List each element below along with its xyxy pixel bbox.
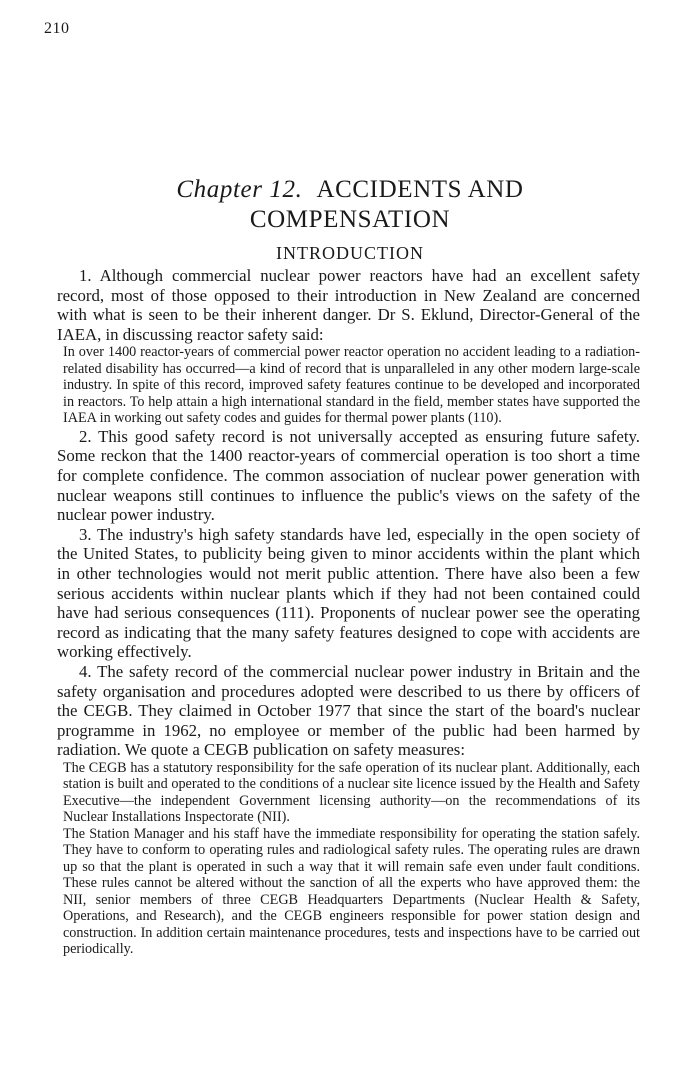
page-number: 210 [44,20,70,37]
quote-cegb-1: The CEGB has a statutory responsibility for the safe operation of its nuclear plant. Additionally, each station is built and operated to the conditions of a nuclear site licence issued by the Health and Safety Executive—the independent Government licensing authority—on the recommendations of its Nuclear Installations Inspectorate (NII). [63,759,640,826]
chapter-title-line1: ACCIDENTS AND [316,176,524,203]
chapter-title-line2: COMPENSATION [249,206,451,233]
chapter-label: Chapter 12. [176,176,303,203]
paragraph-1: 1. Although commercial nuclear power reactors have had an excellent safety record, most of those opposed to their introduction in New Zealand are concerned with what is seen to be their inherent danger. Dr S. Eklund, Director-General of the IAEA, in discussing reactor safety said: [57,266,640,344]
chapter-heading-line1 [0,175,700,205]
chapter-heading [0,175,700,235]
paragraph-4: 4. The safety record of the commercial nuclear power industry in Britain and the safety organisation and procedures adopted were described to us there by officers of the CEGB. They claimed in October 1977 that since the start of the board's nuclear programme in 1962, no employee or member of the public had been harmed by radiation. We quote a CEGB publication on safety measures: [57,662,640,760]
paragraph-3: 3. The industry's high safety standards have led, especially in the open society of the United States, to publicity being given to minor accidents within the plant which in other technologies would not merit public attention. There have also been a few serious accidents within nuclear plants which if they had not been contained could have had serious consequences (111). Proponents of nuclear power see the operating record as indicating that the many safety features designed to cope with accidents are working effectively. [57,524,640,662]
body-text [57,266,640,958]
section-heading: INTRODUCTION [276,243,424,263]
paragraph-2: 2. This good safety record is not universally accepted as ensuring future safety. Some reckon that the 1400 reactor-years of commercial operation is too short a time for complete confidence. The common association of nuclear power generation with nuclear weapons still continues to influence the public's views on the safety of the nuclear power industry. [57,426,640,525]
quote-cegb-2: The Station Manager and his staff have the immediate responsibility for operating the station safely. They have to conform to operating rules and radiological safety rules. The operating rules are drawn up so that the plant is operated in such a way that it will remain safe even under fault conditions. These rules cannot be altered without the sanction of all the experts who have approved them: the NII, senior members of three CEGB Headquarters Departments (Nuclear Health & Safety, Operations, and Research), and the CEGB engineers responsible for power station design and construction. In addition certain maintenance procedures, tests and inspections have to be carried out periodically. [63,825,640,958]
quote-eklund: In over 1400 reactor-years of commercial power reactor operation no accident leading to a radiation-related disability has occurred—a kind of record that is unparalleled in any other modern large-scale industry. In spite of this record, improved safety features continue to be developed and incorporated in reactors. To help attain a high international standard in the field, member states have supported the IAEA in working out safety codes and guides for thermal power plants (110). [63,344,640,427]
